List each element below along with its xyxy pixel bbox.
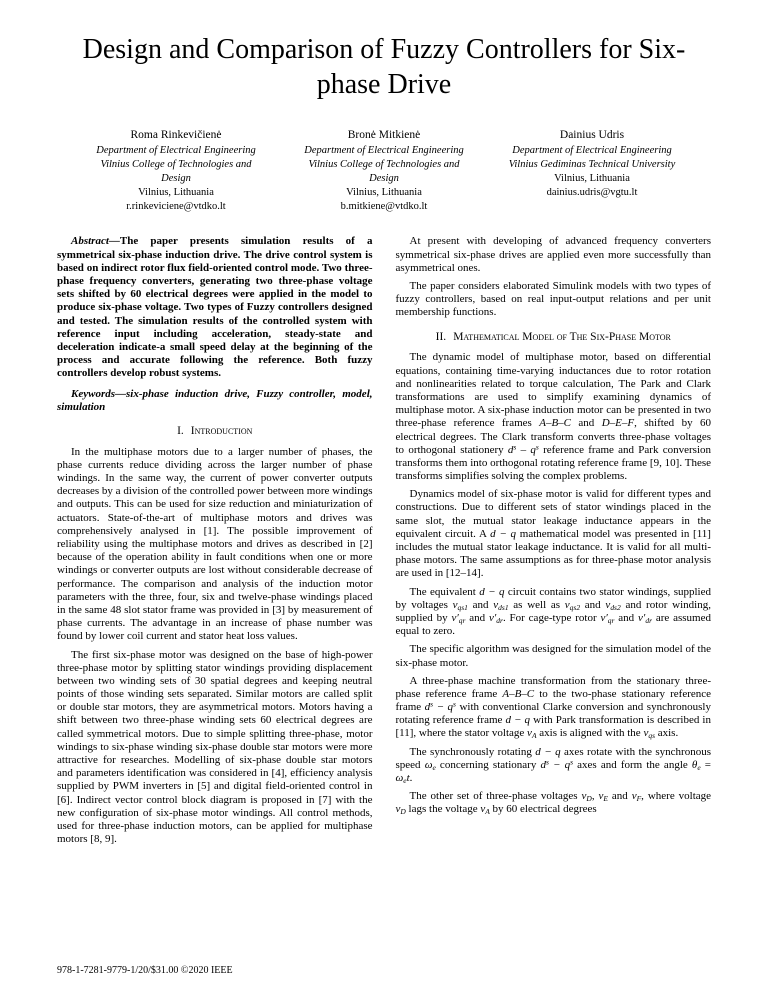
keywords-text: six-phase induction drive, Fuzzy controller, model, simulation <box>57 387 373 413</box>
right-column <box>396 235 712 851</box>
author-name: Dainius Udris <box>559 129 625 141</box>
body-paragraph: At present with developing of advanced frequency converters symmetrical six-phase drives are applied even more successfully than asymmetrical ones. <box>395 235 711 274</box>
author-location: Vilnius, Lithuania <box>138 186 214 198</box>
author-institution: Vilnius College of Technologies and Design <box>308 159 460 184</box>
author-1 <box>87 128 265 213</box>
author-department: Department of Electrical Engineering <box>304 145 464 157</box>
paper-title: Design and Comparison of Fuzzy Controllers for Six-phase Drive <box>82 34 686 100</box>
author-name: Bronė Mitkienė <box>347 129 421 141</box>
author-location: Vilnius, Lithuania <box>554 172 630 184</box>
section-title: Introduction <box>190 424 253 437</box>
author-block <box>57 128 711 213</box>
body-paragraph: The synchronously rotating d − q axes rotate with the synchronous speed $\omega_e$ concerning stationary $d^s - q^s$ axes and form the angle $\theta_e = \omega_et$. <box>395 745 711 785</box>
body-paragraph: The equivalent d − q circuit contains two stator windings, supplied by voltages $v_{qs1}$ and $v_{ds1}$ as well as $v_{qs2}$ and $v_{ds2}$ and rotor winding, supplied by $v'_{qr}$ and $v'_{dr}$. For cage-type rotor $v'_{qr}$ and $v'_{dr}$ are assumed equal to zero. <box>395 585 711 638</box>
section-heading-mathematical-model <box>396 331 712 345</box>
section-heading-introduction <box>57 425 373 439</box>
section-number: II. <box>435 330 447 343</box>
copyright-notice: 978-1-7281-9779-1/20/$31.00 ©2020 IEEE <box>57 965 233 976</box>
abstract-text: The paper presents simulation results of a symmetrical six-phase induction drive. The drive control system is based on indirect rotor flux field-oriented control mode. Two three-phase frequency converters, generating two three-phase voltage sets shifted by 60 electrical degrees were applied in the model to produce six-phase voltage. Two types of Fuzzy controllers designed and tested. The simulation results of the controlled system with reference input including acceleration, steady-state and deceleration indicate-a small speed delay at the beginning of the process and accurate following the reference. Both fuzzy controllers develop robust systems. <box>57 235 373 380</box>
author-email: r.rinkeviciene@vtdko.lt <box>126 200 226 212</box>
body-paragraph: The first six-phase motor was designed on the base of high-power three-phase motor by splitting stator windings providing displacement between two winding sets of 30 spatial degrees and keeping neutral points of those winding sets separated. Similar motors are called split or double star motors, they are asymmetrical motors. Motors having a shift between two three-phase winding sets 60 electrical degrees are called symmetrical motors. Due to simple splitting three-phase, motor windings to six-phase winding six-phase double star motors were more attractive for researches. Modelling of six-phase double star motors and parameters identification was considered in [4], efficiency analysis supplied by PWM inverters in [5] and digital field-oriented control in [6]. Indirect vector control block diagram is proposed in [7] with the new configuration of six-phase motor windings. All control methods, used for three-phase induction motors, can be applied for multiphase motors [8, 9]. <box>57 648 373 846</box>
abstract-label: Abstract— <box>71 235 120 248</box>
left-column <box>57 235 373 851</box>
body-paragraph: A three-phase machine transformation from the stationary three-phase reference frame A–B–C to the two-phase stationary reference frame $d^s - q^s$ with conventional Clarke conversion and synchronously rotating reference frame d − q with Park transformation is described in [11], where the stator voltage $v_A$ axis is aligned with the $v_{qs}$ axis. <box>395 674 712 741</box>
body-paragraph: The other set of three-phase voltages $v_D$, $v_E$ and $v_F$, where voltage $v_D$ lags the voltage $v_A$ by 60 electrical degrees <box>395 790 712 817</box>
body-paragraph: In the multiphase motors due to a larger number of phases, the phase currents reduce dividing across the larger number of phase windings. In the same way, the current of power converter outputs decreases by a division of the controlled power between more windings and outputs. This can be used for size reduction and miniaturization of actuators. State-of-the-art of multiphase motors and drives was comprehensively analysed in [1]. The possible improvement of reliability using the multiphase motors and drives as described in [2] because of the operation ability in fault conditions when one or more windings or converter outputs are lost without considerable decrease of performance. The comparison and analysis of the induction motor parameters with the three, four, six and twelve-phase windings placed in the same 48 slot stator frame was provided in [3] by measurement of phase currents. The advantage in an increase of phase number was found by lower coil current and stator heat loss values. <box>57 445 373 643</box>
author-department: Department of Electrical Engineering <box>512 145 672 157</box>
author-institution: Vilnius Gediminas Technical University <box>508 159 676 171</box>
author-email: b.mitkiene@vtdko.lt <box>340 200 428 212</box>
abstract-paragraph <box>57 235 373 380</box>
body-paragraph: The specific algorithm was designed for the simulation model of the six-phase motor. <box>395 643 711 669</box>
keywords-paragraph <box>57 388 373 414</box>
author-3 <box>503 128 681 213</box>
section-number: I. <box>177 424 184 437</box>
author-name: Roma Rinkevičienė <box>130 129 222 141</box>
keywords-label: Keywords— <box>71 387 126 400</box>
author-department: Department of Electrical Engineering <box>96 145 256 157</box>
body-columns <box>57 235 711 851</box>
author-location: Vilnius, Lithuania <box>346 186 422 198</box>
body-paragraph: Dynamics model of six-phase motor is valid for different types and constructions. Due to different sets of stator windings placed in the same slot, the mutual stator leakage inductance appears in the equivalent circuit. A d − q mathematical model was presented in [11] includes the mutual stator leakage inductance. It is valid for all multi-phase motors. The same assumptions as for three-phase motor analysis are used in [12–14]. <box>395 488 711 580</box>
author-institution: Vilnius College of Technologies and Design <box>100 159 252 184</box>
author-email: dainius.udris@vgtu.lt <box>546 186 638 198</box>
body-paragraph: The paper considers elaborated Simulink models with two types of fuzzy controllers, based on real input-output relations and per unit membership functions. <box>395 280 711 319</box>
body-paragraph: The dynamic model of multiphase motor, based on differential equations, containing time-varying inductances due to rotor rotation and nonlinearities related to torque calculation, The Park and Clark transformations are used to simplify examining dynamics of multiphase motor. A six-phase induction motor can be presented in two three-phase reference frames A–B–C and D–E–F, shifted by 60 electrical degrees. The Clark transform converts three-phase voltages to orthogonal stationery $d^s - q^s$ reference frame and Park conversion transforms them into orthogonal rotating reference frame [9, 10]. These transforms simplifies solving the complex problems. <box>395 351 712 483</box>
section-title: Mathematical Model of The Six-Phase Motor <box>453 330 671 343</box>
author-2 <box>295 128 473 213</box>
